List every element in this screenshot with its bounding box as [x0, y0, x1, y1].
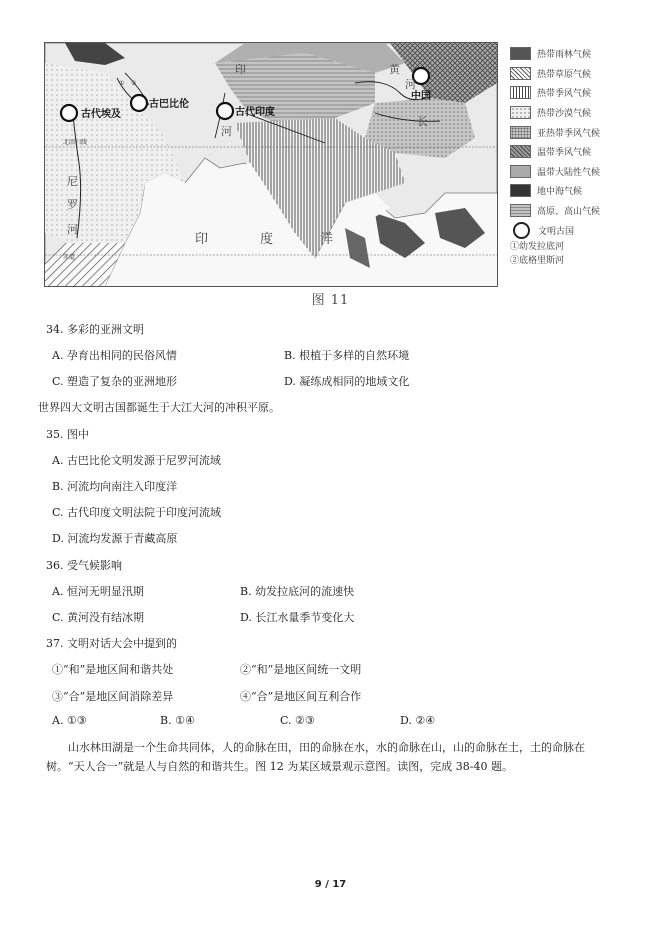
plateau-swatch: [510, 204, 531, 217]
svg-text:黄: 黄: [389, 63, 400, 76]
q34-option-b[interactable]: B. 根植于多样的自然环境: [284, 349, 410, 362]
svg-text:古代印度: 古代印度: [235, 107, 275, 118]
q35-option-c[interactable]: C. 古代印度文明法院于印度河流域: [52, 506, 222, 519]
monsoon-swatch: [510, 86, 531, 99]
legend-item: 高原、高山气候: [510, 201, 630, 221]
q37-item-3: ③“合”是地区间消除差异: [52, 690, 174, 703]
q37-item-2: ②“和”是地区间统一文明: [240, 663, 362, 676]
q37-option-c[interactable]: C. ②③: [280, 714, 315, 727]
rainforest-swatch: [510, 47, 531, 60]
subtropical-swatch: [510, 126, 531, 139]
svg-text:河: 河: [405, 78, 416, 91]
q36-option-b[interactable]: B. 幼发拉底河的流速快: [240, 585, 355, 598]
legend-item: 热带雨林气候: [510, 44, 630, 64]
desert-swatch: [510, 106, 531, 119]
svg-text:①: ①: [119, 80, 125, 87]
svg-text:古代埃及: 古代埃及: [81, 109, 121, 120]
map-svg: [45, 43, 497, 286]
q36-option-c[interactable]: C. 黄河没有结冰期: [52, 611, 145, 624]
legend-item: 热带草原气候: [510, 64, 630, 84]
q37-stem: 37. 文明对话大会中提到的: [46, 637, 177, 650]
svg-text:长: 长: [417, 115, 428, 128]
q34-option-c[interactable]: C. 塑造了复杂的亚洲地形: [52, 375, 178, 388]
indus-label: 印: [235, 63, 246, 76]
page-number: 9 / 17: [314, 879, 347, 890]
map-legend: [510, 44, 630, 268]
nile-label-1: 尼: [67, 175, 78, 188]
legend-item: 热带季风气候: [510, 83, 630, 103]
svg-text:古巴比伦: 古巴比伦: [149, 99, 189, 110]
svg-text:中国: 中国: [411, 91, 431, 102]
legend-item: 文明古国: [510, 220, 630, 240]
q34-stem: 34. 多彩的亚洲文明: [46, 323, 144, 336]
legend-item: 温带大陆性气候: [510, 162, 630, 182]
q37-item-4: ④“合”是地区间互利合作: [240, 690, 362, 703]
legend-item: 热带沙漠气候: [510, 103, 630, 123]
river-note-2: ②底格里斯河: [510, 255, 565, 266]
svg-text:印: 印: [195, 232, 209, 247]
legend-item: 地中海气候: [510, 181, 630, 201]
svg-text:北回归线: 北回归线: [63, 139, 88, 146]
statement-text: 世界四大文明古国都诞生于大江大河的冲积平原。: [38, 401, 280, 414]
q35-option-b[interactable]: B. 河流均向南注入印度洋: [52, 480, 178, 493]
q35-option-d[interactable]: D. 河流均发源于青藏高原: [52, 532, 178, 545]
q37-option-a[interactable]: A. ①③: [52, 714, 87, 727]
svg-text:②: ②: [131, 80, 137, 87]
legend-item: 温带季风气候: [510, 142, 630, 162]
climate-map: [44, 42, 498, 287]
q37-option-b[interactable]: B. ①④: [160, 714, 195, 727]
q36-option-d[interactable]: D. 长江水量季节变化大: [240, 611, 355, 624]
figure-caption: 图 11: [311, 293, 350, 308]
legend-item: 亚热带季风气候: [510, 122, 630, 142]
mediterranean-swatch: [510, 184, 531, 197]
q36-option-a[interactable]: A. 恒河无明显汛期: [52, 585, 144, 598]
continental-swatch: [510, 165, 531, 178]
svg-text:洋: 洋: [320, 232, 334, 247]
savanna-swatch: [510, 67, 531, 80]
q36-stem: 36. 受气候影响: [46, 559, 122, 572]
q37-item-1: ①“和”是地区间和谐共处: [52, 663, 174, 676]
ganges-label: 河: [221, 125, 232, 138]
q35-stem: 35. 图中: [46, 428, 89, 441]
q37-option-d[interactable]: D. ②④: [400, 714, 436, 727]
q34-option-a[interactable]: A. 孕育出相同的民俗风情: [52, 349, 177, 362]
civilization-circle-icon: [513, 222, 530, 239]
temperate-monsoon-swatch: [510, 145, 531, 158]
svg-text:赤道: 赤道: [63, 254, 76, 261]
nile-label-3: 河: [67, 223, 78, 236]
q35-option-a[interactable]: A. 古巴比伦文明发源于尼罗河流域: [52, 454, 221, 467]
nile-label-2: 罗: [67, 198, 78, 211]
river-note-1: ①幼发拉底河: [510, 241, 565, 252]
passage-text: 山水林田湖是一个生命共同体，人的命脉在田，田的命脉在水，水的命脉在山，山的命脉在土，土的命脉在树。“天人合一”就是人与自然的和谐共生。图 12 为某区域景观示意图。读图，完成 38-40 题。: [46, 741, 585, 773]
q34-option-d[interactable]: D. 凝练成相同的地域文化: [284, 375, 410, 388]
svg-text:度: 度: [260, 232, 274, 247]
